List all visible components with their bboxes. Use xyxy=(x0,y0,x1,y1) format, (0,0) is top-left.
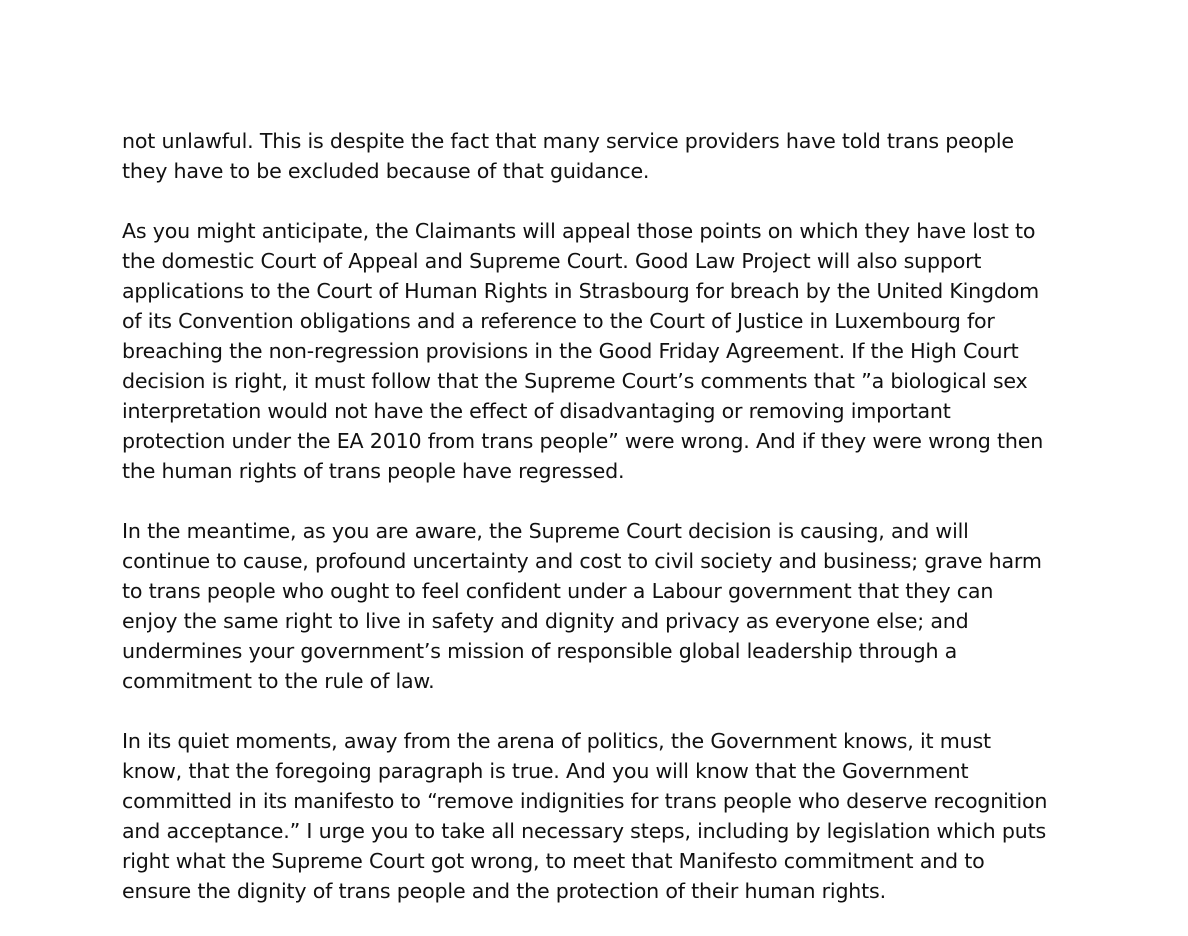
text-line: protection under the EA 2010 from trans people” were wrong. And if they were wrong then xyxy=(122,429,1044,453)
text-line: they have to be excluded because of that guidance. xyxy=(122,159,650,183)
text-line: commitment to the rule of law. xyxy=(122,669,435,693)
text-line: continue to cause, profound uncertainty and cost to civil society and business; grave harm xyxy=(122,549,1042,573)
text-line: decision is right, it must follow that the Supreme Court’s comments that ”a biological sex xyxy=(122,369,1028,393)
text-line: to trans people who ought to feel confident under a Labour government that they can xyxy=(122,579,994,603)
text-line: of its Convention obligations and a reference to the Court of Justice in Luxembourg for xyxy=(122,309,995,333)
text-line: the domestic Court of Appeal and Supreme Court. Good Law Project will also support xyxy=(122,249,982,273)
text-line: applications to the Court of Human Rights in Strasbourg for breach by the United Kingdom xyxy=(122,279,1040,303)
paragraph-4 xyxy=(122,726,1062,906)
text-line: the human rights of trans people have regressed. xyxy=(122,459,625,483)
text-line: interpretation would not have the effect of disadvantaging or removing important xyxy=(122,399,951,423)
text-line: enjoy the same right to live in safety and dignity and privacy as everyone else; and xyxy=(122,609,969,633)
paragraph-2 xyxy=(122,216,1062,486)
paragraph-3 xyxy=(122,516,1062,696)
text-line: In its quiet moments, away from the arena of politics, the Government knows, it must xyxy=(122,729,991,753)
text-line: and acceptance.” I urge you to take all necessary steps, including by legislation which puts xyxy=(122,819,1046,843)
text-line: know, that the foregoing paragraph is true. And you will know that the Government xyxy=(122,759,969,783)
text-line: As you might anticipate, the Claimants will appeal those points on which they have lost to xyxy=(122,219,1036,243)
text-line: right what the Supreme Court got wrong, to meet that Manifesto commitment and to xyxy=(122,849,985,873)
text-line: undermines your government’s mission of responsible global leadership through a xyxy=(122,639,958,663)
paragraph-1 xyxy=(122,126,1062,186)
text-line: ensure the dignity of trans people and the protection of their human rights. xyxy=(122,879,886,903)
document-page xyxy=(122,126,1062,936)
text-line: In the meantime, as you are aware, the Supreme Court decision is causing, and will xyxy=(122,519,969,543)
text-line: committed in its manifesto to “remove indignities for trans people who deserve recognition xyxy=(122,789,1048,813)
text-line: breaching the non-regression provisions in the Good Friday Agreement. If the High Court xyxy=(122,339,1019,363)
text-line: not unlawful. This is despite the fact that many service providers have told trans people xyxy=(122,129,1014,153)
